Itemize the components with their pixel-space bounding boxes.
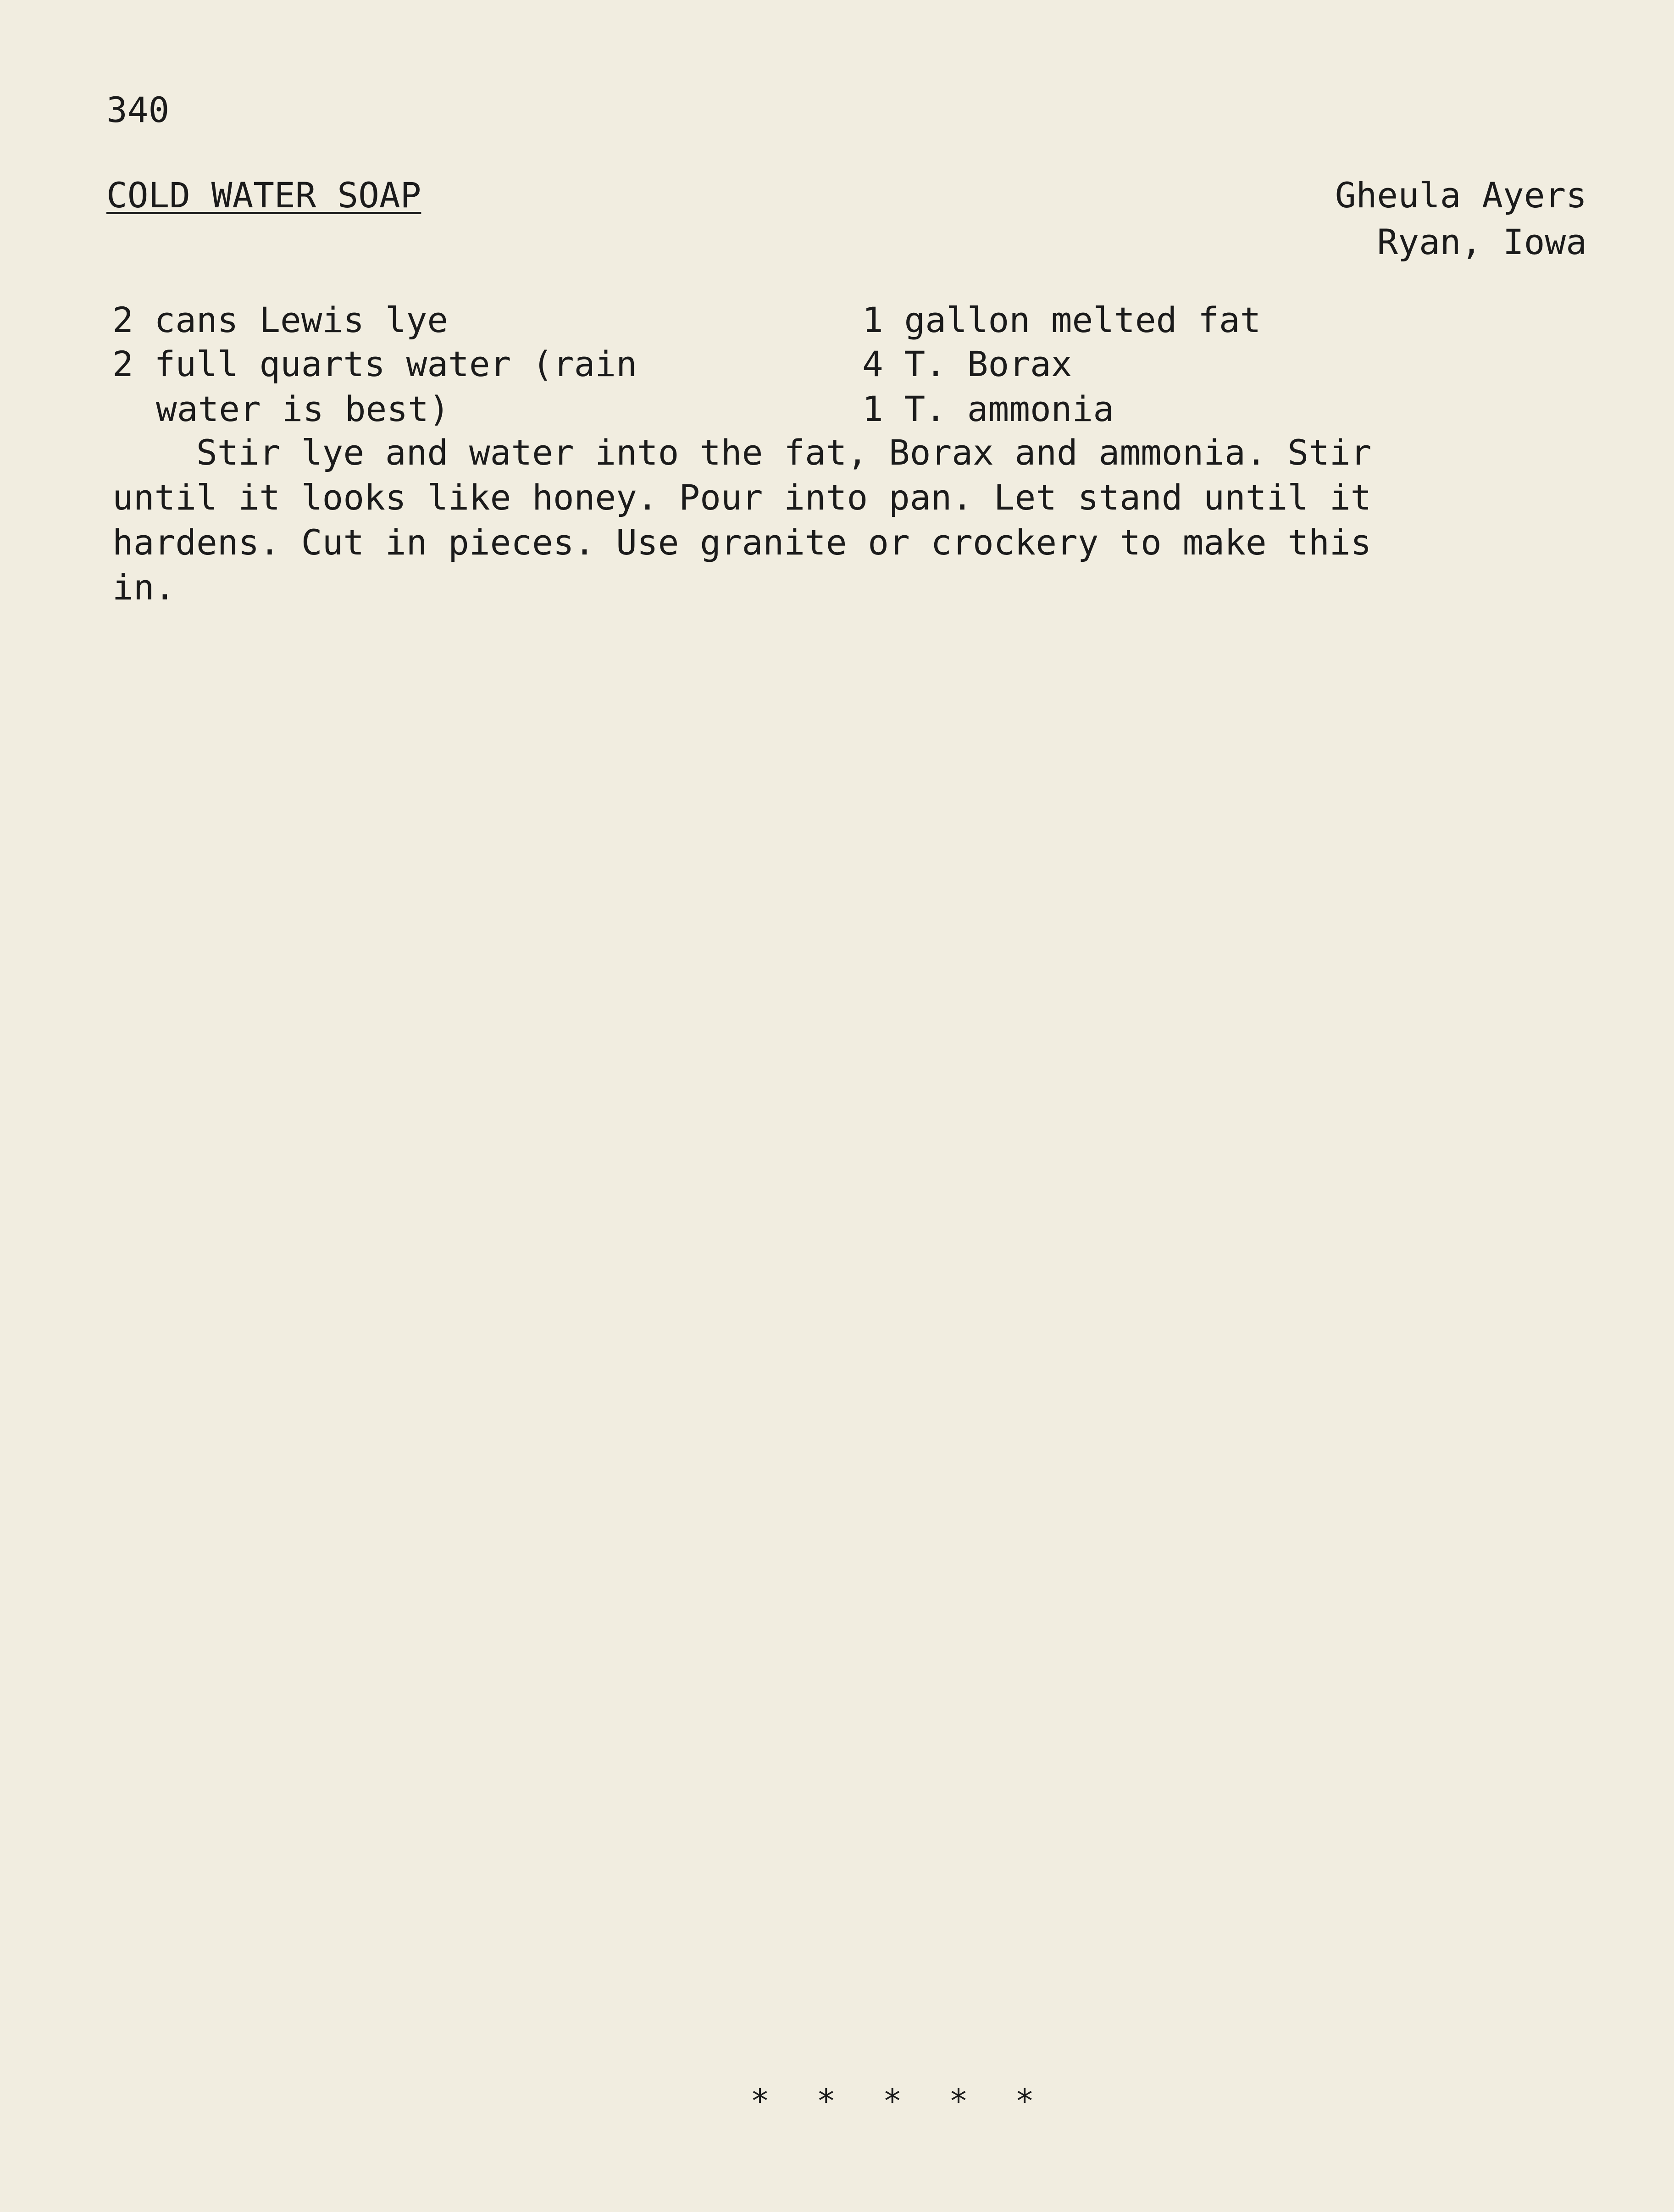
instruction-line: until it looks like honey. Pour into pan. Let stand until it (112, 477, 1372, 518)
recipe-location: Ryan, Iowa (1377, 222, 1587, 262)
page-number: 340 (106, 89, 170, 130)
ingredient-left-2: 2 full quarts water (rain (112, 344, 637, 384)
instruction-line: in. (112, 567, 176, 608)
recipe-contributor: Gheula Ayers (1335, 175, 1587, 216)
ingredient-left-3: water is best) (156, 388, 450, 429)
ingredient-right-1: 1 gallon melted fat (862, 299, 1261, 340)
ingredient-right-2: 4 T. Borax (862, 344, 1072, 384)
ingredient-right-3: 1 T. ammonia (862, 388, 1114, 429)
ingredient-left-1: 2 cans Lewis lye (112, 299, 449, 340)
instruction-line: hardens. Cut in pieces. Use granite or crockery to make this (112, 522, 1372, 563)
section-separator: * * * * * (750, 2082, 1048, 2120)
recipe-instructions (112, 430, 1589, 610)
recipe-title: COLD WATER SOAP (106, 175, 421, 216)
instruction-line: Stir lye and water into the fat, Borax and ammonia. Stir (112, 432, 1372, 473)
